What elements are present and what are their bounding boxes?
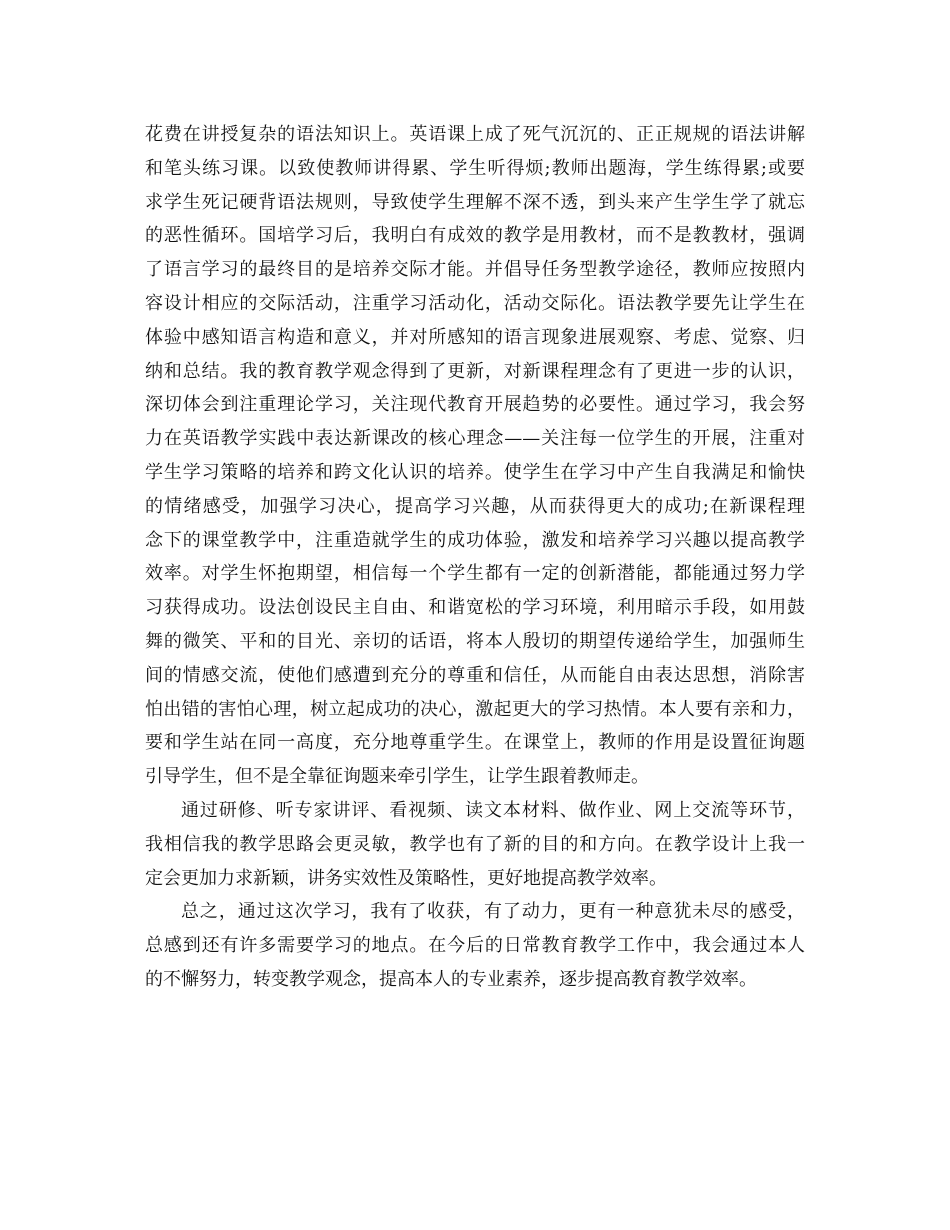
text-line: 舞的微笑、平和的目光、亲切的话语，将本人殷切的期望传递给学生，加强师生 [145,630,805,652]
text-line: 的情绪感受，加强学习决心，提高学习兴趣，从而获得更大的成功;在新课程理 [145,495,805,517]
text-line: 总感到还有许多需要学习的地点。在今后的日常教育教学工作中，我会通过本人 [145,935,805,957]
text-line: 我相信我的教学思路会更灵敏，教学也有了新的目的和方向。在教学设计上我一 [145,833,805,855]
text-line: 体验中感知语言构造和意义，并对所感知的语言现象进展观察、考虑、觉察、归 [145,326,805,348]
text-line: 求学生死记硬背语法规则，导致使学生理解不深不透，到头来产生学生学了就忘 [145,191,805,213]
text-line: 念下的课堂教学中，注重造就学生的成功体验，激发和培养学习兴趣以提高教学 [145,529,805,551]
paragraph [145,895,805,996]
text-line: 引导学生，但不是全靠征询题来牵引学生，让学生跟着教师走。 [145,766,649,788]
text-line: 的恶性循环。国培学习后，我明白有成效的教学是用教材，而不是教教材，强调 [145,225,805,247]
text-line: 的不懈努力，转变教学观念，提高本人的专业素养，逐步提高教育教学效率。 [145,968,757,990]
text-line: 总之，通过这次学习，我有了收获，有了动力，更有一种意犹未尽的感受， [181,901,805,923]
text-line: 定会更加力求新颖，讲务实效性及策略性，更好地提高教学效率。 [145,867,667,889]
body-text [145,118,805,997]
text-line: 怕出错的害怕心理，树立起成功的决心，激起更大的学习热情。本人要有亲和力， [145,698,805,720]
text-line: 力在英语教学实践中表达新课改的核心理念——关注每一位学生的开展，注重对 [145,428,805,450]
paragraph [145,118,805,794]
text-line: 纳和总结。我的教育教学观念得到了更新，对新课程理念有了更进一步的认识， [145,360,805,382]
text-line: 要和学生站在同一高度，充分地尊重学生。在课堂上，教师的作用是设置征询题 [145,732,805,754]
text-line: 容设计相应的交际活动，注重学习活动化，活动交际化。语法教学要先让学生在 [145,292,805,314]
text-line: 习获得成功。设法创设民主自由、和谐宽松的学习环境，利用暗示手段，如用鼓 [145,597,805,619]
text-line: 花费在讲授复杂的语法知识上。英语课上成了死气沉沉的、正正规规的语法讲解 [145,124,805,145]
text-line: 间的情感交流，使他们感遭到充分的尊重和信任，从而能自由表达思想，消除害 [145,664,805,686]
text-line: 通过研修、听专家讲评、看视频、读文本材料、做作业、网上交流等环节， [181,799,805,821]
paragraph [145,794,805,895]
text-line: 效率。对学生怀抱期望，相信每一个学生都有一定的创新潜能，都能通过努力学 [145,563,805,585]
text-line: 了语言学习的最终目的是培养交际才能。并倡导任务型教学途径，教师应按照内 [145,259,805,281]
text-line: 深切体会到注重理论学习，关注现代教育开展趋势的必要性。通过学习，我会努 [145,394,805,416]
text-line: 和笔头练习课。以致使教师讲得累、学生听得烦;教师出题海，学生练得累;或要 [145,157,805,179]
text-line: 学生学习策略的培养和跨文化认识的培养。使学生在学习中产生自我满足和愉快 [145,461,805,483]
